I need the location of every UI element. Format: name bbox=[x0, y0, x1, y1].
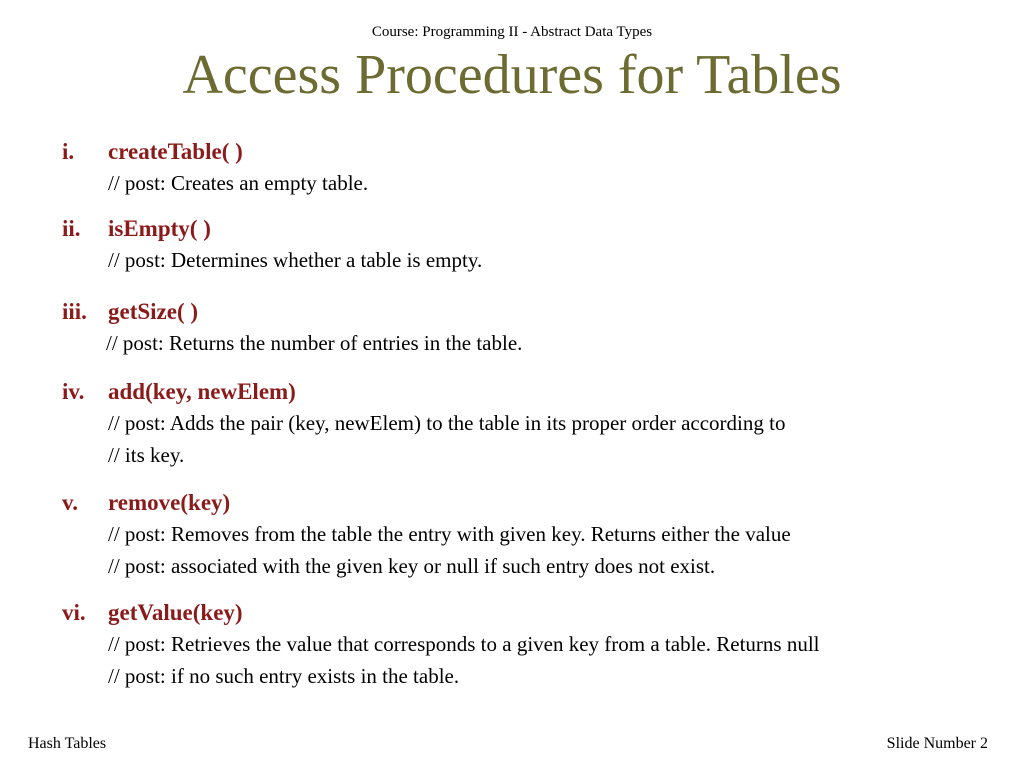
procedure-heading bbox=[62, 488, 1002, 518]
procedure-description-line: // post: Determines whether a table is empty. bbox=[108, 248, 483, 272]
procedure-description-line: // post: Creates an empty table. bbox=[108, 171, 369, 195]
procedure-description-line: // post: Removes from the table the entry with given key. Returns either the value bbox=[108, 522, 791, 546]
procedure-number: iii. bbox=[62, 299, 87, 324]
slide-number: Slide Number 2 bbox=[886, 735, 988, 752]
procedure-heading bbox=[62, 137, 1002, 167]
procedure-item-add bbox=[62, 377, 1002, 471]
course-label: Course: Programming II - Abstract Data Types bbox=[371, 24, 653, 40]
procedure-number: vi. bbox=[62, 600, 86, 625]
procedure-description-line: // post: if no such entry exists in the table. bbox=[108, 664, 460, 688]
procedure-name: isEmpty( ) bbox=[108, 216, 211, 241]
procedure-number: iv. bbox=[62, 379, 85, 404]
procedure-description-line: // post: associated with the given key or null if such entry does not exist. bbox=[108, 554, 716, 578]
procedure-description-line: // its key. bbox=[108, 443, 185, 467]
procedure-name: getSize( ) bbox=[108, 299, 199, 324]
procedure-number: v. bbox=[62, 490, 78, 515]
procedure-number: i. bbox=[62, 139, 75, 164]
procedure-item-createtable bbox=[62, 137, 1002, 199]
procedure-number: ii. bbox=[62, 216, 81, 241]
procedure-name: remove(key) bbox=[108, 490, 231, 515]
procedure-heading bbox=[62, 214, 1002, 244]
slide-title: Access Procedures for Tables bbox=[182, 44, 842, 106]
procedure-heading bbox=[62, 377, 1002, 407]
procedure-description-line: // post: Retrieves the value that corresponds to a given key from a table. Returns null bbox=[108, 632, 820, 656]
footer-topic: Hash Tables bbox=[28, 735, 107, 752]
procedure-name: createTable( ) bbox=[108, 139, 243, 164]
procedure-item-getsize bbox=[62, 297, 1002, 359]
procedure-name: add(key, newElem) bbox=[108, 379, 296, 404]
procedure-item-getvalue bbox=[62, 598, 1002, 692]
procedure-name: getValue(key) bbox=[108, 600, 243, 625]
procedure-description-line: // post: Adds the pair (key, newElem) to the table in its proper order according to bbox=[108, 411, 786, 435]
procedure-heading bbox=[62, 598, 1002, 628]
procedure-description-line: // post: Returns the number of entries in the table. bbox=[106, 331, 523, 355]
procedure-item-isempty bbox=[62, 214, 1002, 276]
procedure-item-remove bbox=[62, 488, 1002, 582]
procedure-heading bbox=[62, 297, 1002, 327]
